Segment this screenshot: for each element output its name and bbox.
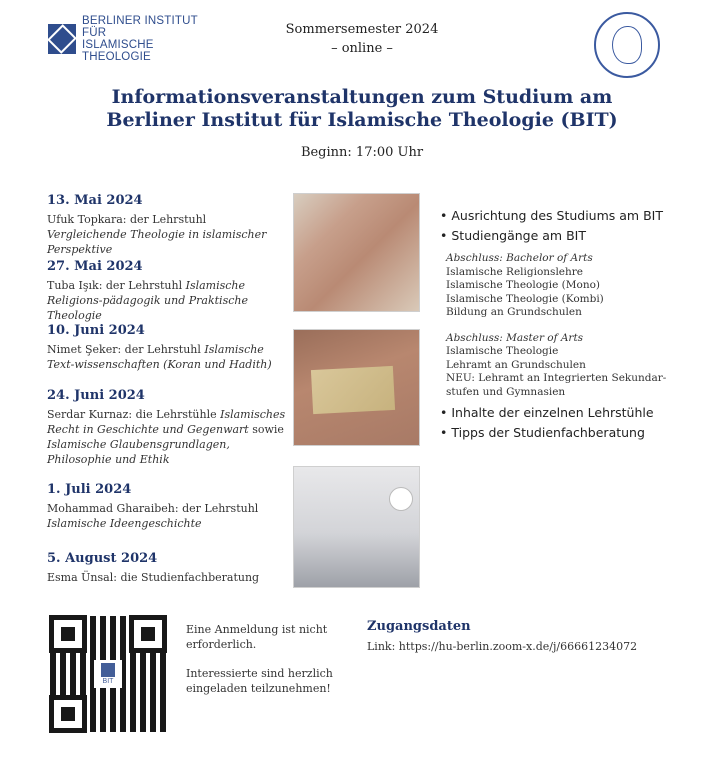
degree-item: Islamische Theologie (Kombi) [446, 292, 604, 305]
event-description [47, 278, 287, 323]
event-chair: Islamisches Recht in Geschichte und Gegenwart [47, 408, 286, 436]
qr-finder [49, 695, 87, 733]
event-date: 13. Mai 2024 [47, 193, 143, 208]
event-date: 10. Juni 2024 [47, 323, 145, 338]
round-window [389, 487, 413, 511]
institute-plaque-photo [293, 329, 420, 446]
registration-note [186, 622, 336, 710]
event-description [47, 342, 287, 372]
topic-text: Tipps der Studienfachberatung [451, 425, 645, 440]
note-text-1: Eine Anmeldung ist nicht erforderlich. [186, 623, 328, 651]
building-photo [293, 193, 420, 312]
degree-item: NEU: Lehramt an Integrierten Sekundar- [446, 372, 667, 384]
degree-item: Bildung an Grundschulen [446, 306, 582, 318]
master-block [440, 332, 700, 400]
degree-item: Islamische Religionslehre [446, 265, 584, 278]
event-speaker: Ufuk Topkara: der Lehrstuhl [47, 213, 207, 226]
event-3 [47, 323, 287, 372]
event-chair: Islamische Ideengeschichte [47, 517, 202, 530]
event-speaker: Tuba Işık: der Lehrstuhl [47, 279, 186, 292]
event-speaker: Esma Ünsal: die Studienfachberatung [47, 571, 260, 584]
event-6 [47, 551, 287, 585]
zoom-link[interactable]: Link: https://hu-berlin.zoom-x.de/j/66661234072 [367, 640, 638, 653]
event-1 [47, 193, 287, 257]
event-2 [47, 259, 287, 323]
page-title [100, 86, 624, 132]
event-description [47, 570, 287, 585]
qr-logo-label: BIT [102, 678, 114, 685]
topic-text: Studiengänge am BIT [451, 228, 586, 243]
event-5 [47, 482, 287, 531]
qr-finder [129, 615, 167, 653]
semester-label: Sommersemester 2024 [285, 22, 439, 37]
classroom-photo [293, 466, 420, 588]
topic-text: Ausrichtung des Studiums am BIT [451, 208, 663, 223]
event-date: 5. August 2024 [47, 551, 158, 566]
note-text-2: Interessierte sind herzlich eingeladen teilzunehmen! [186, 667, 333, 695]
degree-item: stufen und Gymnasien [446, 385, 566, 398]
begin-time: Beginn: 17:00 Uhr [300, 145, 424, 160]
qr-finder [49, 615, 87, 653]
logo-line-2: ISLAMISCHE THEOLOGIE [81, 39, 154, 63]
event-4 [47, 388, 287, 467]
event-description [47, 501, 287, 531]
bit-logo-pattern-icon [48, 24, 76, 54]
event-date: 27. Mai 2024 [47, 259, 143, 274]
plaque [311, 366, 395, 414]
event-chair: Islamische Religions-pädagogik und Praktische Theologie [47, 279, 248, 322]
access-heading: Zugangsdaten [367, 619, 471, 634]
topic-item: • Tipps der Studienfachberatung [440, 425, 645, 440]
bit-mini-icon [101, 663, 115, 677]
title-line-2: Berliner Institut für Islamische Theologie (BIT) [106, 109, 618, 131]
topic-text: Inhalte der einzelnen Lehrstühle [451, 405, 654, 420]
title-line-1: Informationsveranstaltungen zum Studium am [111, 86, 613, 108]
event-chair: Vergleichende Theologie in islamischer Perspektive [47, 228, 267, 256]
qr-logo [94, 660, 122, 688]
event-date: 1. Juli 2024 [47, 482, 132, 497]
topic-item: • Inhalte der einzelnen Lehrstühle [440, 405, 654, 420]
logo-line-1: BERLINER INSTITUT FÜR [81, 15, 198, 39]
degree-item: Islamische Theologie [446, 345, 559, 357]
event-speaker: Serdar Kurnaz: die Lehrstühle [47, 408, 221, 421]
topic-item: • Ausrichtung des Studiums am BIT [440, 208, 663, 223]
bit-logo-text [82, 15, 216, 63]
semester-info [270, 20, 454, 58]
event-connector: sowie [248, 423, 284, 436]
bachelor-block [440, 252, 700, 320]
topic-item: • Studiengänge am BIT [440, 228, 586, 243]
event-chair: Islamische Text-wissenschaften (Koran und Hadith) [47, 343, 272, 371]
event-speaker: Nimet Şeker: der Lehrstuhl [47, 343, 205, 356]
event-description [47, 407, 287, 467]
degree-item: Lehramt an Grundschulen [446, 358, 586, 371]
bit-logo [48, 15, 216, 63]
bachelor-heading: Abschluss: Bachelor of Arts [446, 252, 593, 264]
master-heading: Abschluss: Master of Arts [446, 331, 584, 344]
qr-code[interactable] [50, 616, 166, 732]
event-speaker: Mohammad Gharaibeh: der Lehrstuhl [47, 502, 259, 515]
degree-item: Islamische Theologie (Mono) [446, 279, 601, 291]
humboldt-seal-icon [594, 12, 660, 78]
event-date: 24. Juni 2024 [47, 388, 145, 403]
topics-list [440, 206, 700, 443]
mode-label: – online – [331, 41, 393, 56]
event-chair-2: Islamische Glaubensgrundlagen, Philosophie und Ethik [47, 438, 230, 466]
event-description [47, 212, 287, 257]
